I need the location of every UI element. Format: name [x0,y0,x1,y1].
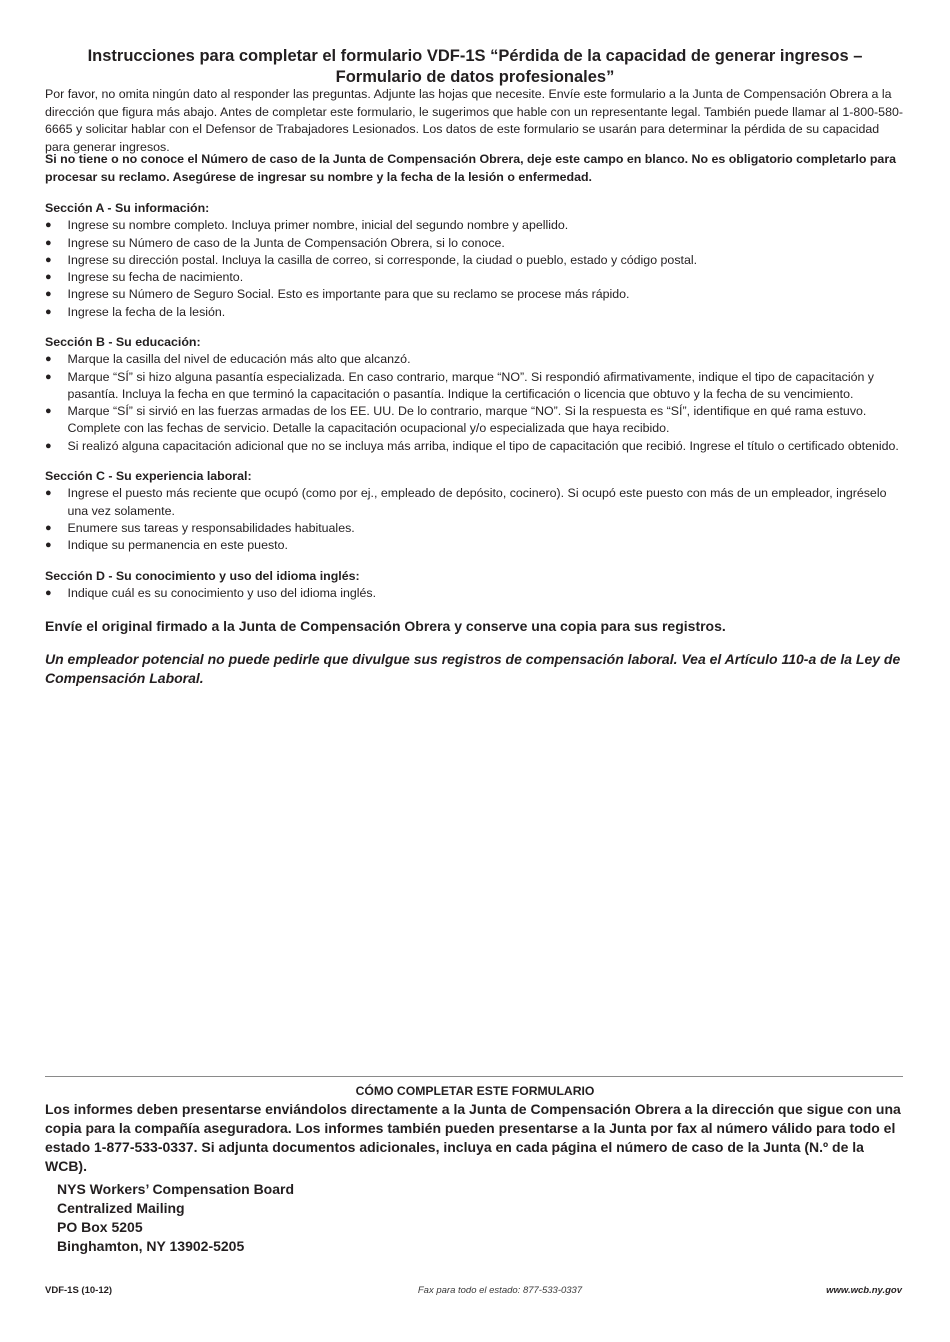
section-a [45,200,907,321]
list-item: ● Indique su permanencia en este puesto. [45,537,907,554]
mailing-address [57,1180,294,1256]
website-link[interactable]: www.wcb.ny.gov [826,1285,902,1296]
bullet-icon: ● [45,370,52,383]
list-item: ● Ingrese su nombre completo. Incluya primer nombre, inicial del segundo nombre y apellido. [45,217,907,234]
section-d-heading: Sección D - Su conocimiento y uso del idioma inglés: [45,569,360,583]
bullet-icon: ● [45,305,52,318]
list-item: ● Ingrese su Número de Seguro Social. Esto es importante para que su reclamo se procese más rápido. [45,286,907,303]
fax-number: Fax para todo el estado: 877-533-0337 [417,1285,583,1296]
bullet-icon: ● [45,353,52,366]
address-line: Binghamton, NY 13902-5205 [57,1238,245,1254]
section-c-heading: Sección C - Su experiencia laboral: [45,469,252,483]
address-line: NYS Workers’ Compensation Board [57,1181,295,1197]
list-item: ● Indique cuál es su conocimiento y uso del idioma inglés. [45,585,907,602]
howto-title: CÓMO COMPLETAR ESTE FORMULARIO [355,1084,595,1098]
bullet-icon: ● [45,521,52,534]
send-instruction: Envíe el original firmado a la Junta de Compensación Obrera y conserve una copia para sus registros. [45,618,726,634]
section-b [45,334,907,455]
howto-body: Los informes deben presentarse enviándolos directamente a la Junta de Compensación Obrera a la dirección que sigue con una copia para la compañía aseguradora. Los informes también pueden presentarse a la Junta por fax al número válido para todo el estado 1-877-533-0337. Si adjunta documentos adicionales, incluya en cada página el número de caso de la Junta (N.º de la WCB). [45,1101,901,1174]
list-item: ● Marque la casilla del nivel de educación más alto que alcanzó. [45,351,907,368]
bullet-icon: ● [45,271,52,284]
bullet-icon: ● [45,587,52,600]
divider [45,1076,903,1077]
case-number-notice: Si no tiene o no conoce el Número de caso de la Junta de Compensación Obrera, deje este campo en blanco. No es obligatorio completarlo para procesar su reclamo. Asegúrese de ingresar su nombre y la fecha de la lesión o enfermedad. [45,152,897,184]
address-line: PO Box 5205 [57,1219,143,1235]
bullet-icon: ● [45,236,52,249]
list-item: ● Ingrese la fecha de la lesión. [45,304,907,321]
employer-notice: Un empleador potencial no puede pedirle que divulgue sus registros de compensación laboral. Vea el Artículo 110-a de la Ley de Compensación Laboral. [45,651,901,686]
section-b-list [45,351,907,455]
address-line: Centralized Mailing [57,1200,185,1216]
section-a-list [45,217,907,321]
list-item: ● Si realizó alguna capacitación adicional que no se incluya más arriba, indique el tipo de capacitación que recibió. Ingrese el título o certificado obtenido. [45,438,907,455]
section-b-heading: Sección B - Su educación: [45,335,201,349]
section-a-heading: Sección A - Su información: [45,201,210,215]
list-item: ● Ingrese su Número de caso de la Junta de Compensación Obrera, si lo conoce. [45,235,907,252]
list-item: ● Enumere sus tareas y responsabilidades habituales. [45,520,907,537]
form-id: VDF-1S (10-12) [45,1285,113,1296]
bullet-icon: ● [45,405,52,418]
list-item: ● Marque “SÍ” si sirvió en las fuerzas armadas de los EE. UU. De lo contrario, marque “NO”. Si la respuesta es “SÍ”, identifique en qué rama estuvo. Complete con las fechas de servicio. Detalle la capacitación ocupacional y/o especializada que haya recibido. [45,404,867,436]
list-item: ● Marque “SÍ” si hizo alguna pasantía especializada. En caso contrario, marque “NO”. Si respondió afirmativamente, indique el tipo de capacitación y pasantía. Incluya la fecha en que terminó la capacitación o pasantía. Indique la certificación o licencia que obtuvo y la fecha de su vencimiento. [45,369,875,401]
bullet-icon: ● [45,288,52,301]
section-c-list [45,485,907,554]
section-c [45,468,907,554]
bullet-icon: ● [45,219,52,232]
intro-paragraph: Por favor, no omita ningún dato al responder las preguntas. Adjunte las hojas que necesite. Envíe este formulario a la Junta de Compensación Obrera a la dirección que figura más abajo. Antes de completar este formulario, le sugerimos que hable con un representante legal. También puede llamar al 1-800-580-6665 y solicitar hablar con el Defensor de Trabajadores Lesionados. Los datos de este formulario se usarán para determinar la pérdida de su capacidad para generar ingresos. [45,87,903,154]
section-d-list [45,585,907,602]
bullet-icon: ● [45,439,52,452]
bullet-icon: ● [45,253,52,266]
page-title: Instrucciones para completar el formulario VDF-1S “Pérdida de la capacidad de generar ingresos – Formulario de datos profesionales” [87,47,863,86]
section-d [45,568,907,603]
bullet-icon: ● [45,487,52,500]
list-item: ● Ingrese el puesto más reciente que ocupó (como por ej., empleado de depósito, cocinero). Si ocupó este puesto con más de un empleador, ingréselo una vez solamente. [45,486,887,518]
list-item: ● Ingrese su dirección postal. Incluya la casilla de correo, si corresponde, la ciudad o pueblo, estado y código postal. [45,252,907,269]
list-item: ● Ingrese su fecha de nacimiento. [45,269,907,286]
bullet-icon: ● [45,539,52,552]
